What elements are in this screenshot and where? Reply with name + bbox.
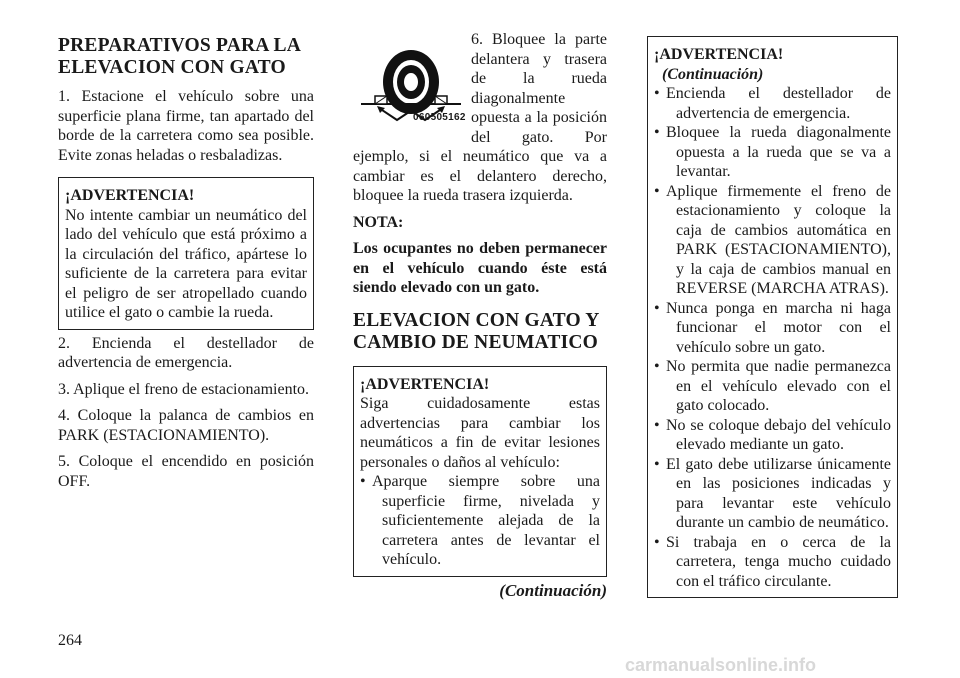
warning-title: ¡ADVERTENCIA! — [65, 187, 195, 204]
note-label: NOTA: — [353, 213, 404, 231]
continued-label: (Continuación) — [499, 580, 607, 600]
step-6: 6. Bloquee la parte delantera y trasera de la rueda diagonalmente opuesta a la posición del gato. Por ejemplo, si el neumático que va a cambiar es el delantero derecho, bloquee la rueda trasera izquierda. — [353, 31, 607, 204]
warning-bullet: • Bloquee la rueda diagonalmente opuesta a la rueda que se va a levantar. — [654, 123, 891, 182]
warning-text: Siga cuidadosamente estas advertencias para cambiar los neumáticos a fin de evitar lesiones personales o daños al vehículo: — [360, 395, 600, 471]
wheel-chock-figure — [353, 34, 465, 134]
warning-text: No intente cambiar un neumático del lado del vehículo que está próximo a la circulación del tráfico, apártese lo suficiente de la carretera para evitar el peligro de ser atropellado cuando utilice el gato o cambie la rueda. — [65, 206, 307, 321]
warning-box-1 — [58, 177, 314, 330]
step-2: 2. Encienda el destellador de advertencia de emergencia. — [58, 334, 314, 371]
warning-bullets — [360, 472, 600, 570]
warning-title: ¡ADVERTENCIA! — [654, 46, 784, 63]
warning-bullets — [654, 84, 891, 591]
warning-continued: (Continuación) — [662, 65, 764, 83]
warning-bullet: • No se coloque debajo del vehículo elevado mediante un gato. — [654, 416, 891, 455]
watermark: carmanualsonline.info — [625, 655, 817, 675]
figure-code: 060505162 — [413, 112, 466, 123]
warning-bullet: • Encienda el destellador de advertencia de emergencia. — [654, 84, 891, 123]
note-text: Los ocupantes no deben permanecer en el vehículo cuando éste está siendo elevado con un gato. — [353, 240, 607, 296]
warning-bullet: • Aplique firmemente el freno de estacionamiento y coloque la caja de cambios automática en PARK (ESTACIONAMIENTO), y la caja de cambios manual en REVERSE (MARCHA ATRAS). — [654, 182, 891, 299]
column-2 — [353, 30, 607, 601]
warning-box-3 — [647, 36, 898, 598]
step-5: 5. Coloque el encendido en posición OFF. — [58, 453, 314, 490]
warning-bullet: • El gato debe utilizarse únicamente en las posiciones indicadas y para levantar este vehículo durante un cambio de neumático. — [654, 455, 891, 533]
warning-title: ¡ADVERTENCIA! — [360, 375, 490, 393]
warning-bullet: • Si trabaja en o cerca de la carretera, tenga mucho cuidado con el tráfico circulante. — [654, 533, 891, 592]
step-4: 4. Coloque la palanca de cambios en PARK (ESTACIONAMIENTO). — [58, 407, 314, 444]
column-1 — [58, 30, 314, 498]
section-heading-elevacion: ELEVACION CON GATO Y CAMBIO DE NEUMATICO — [353, 309, 599, 353]
warning-box-2 — [353, 366, 607, 577]
warning-bullet: • Aparque siempre sobre una superficie firme, nivelada y suficientemente alejada de la carretera antes de levantar el vehículo. — [360, 472, 600, 570]
step-3: 3. Aplique el freno de estacionamiento. — [58, 380, 310, 398]
column-3 — [647, 30, 898, 602]
warning-bullet: • Nunca ponga en marcha ni haga funcionar el motor con el vehículo sobre un gato. — [654, 299, 891, 358]
page-number: 264 — [58, 632, 82, 649]
warning-bullet: • No permita que nadie permanezca en el vehículo elevado con el gato colocado. — [654, 357, 891, 416]
step-1: 1. Estacione el vehículo sobre una superficie plana firme, tan apartado del borde de la carretera como sea posible. Evite zonas heladas o resbaladizas. — [58, 88, 314, 164]
section-heading-preparativos: PREPARATIVOS PARA LA ELEVACION CON GATO — [58, 35, 300, 78]
warning-header — [654, 46, 783, 83]
